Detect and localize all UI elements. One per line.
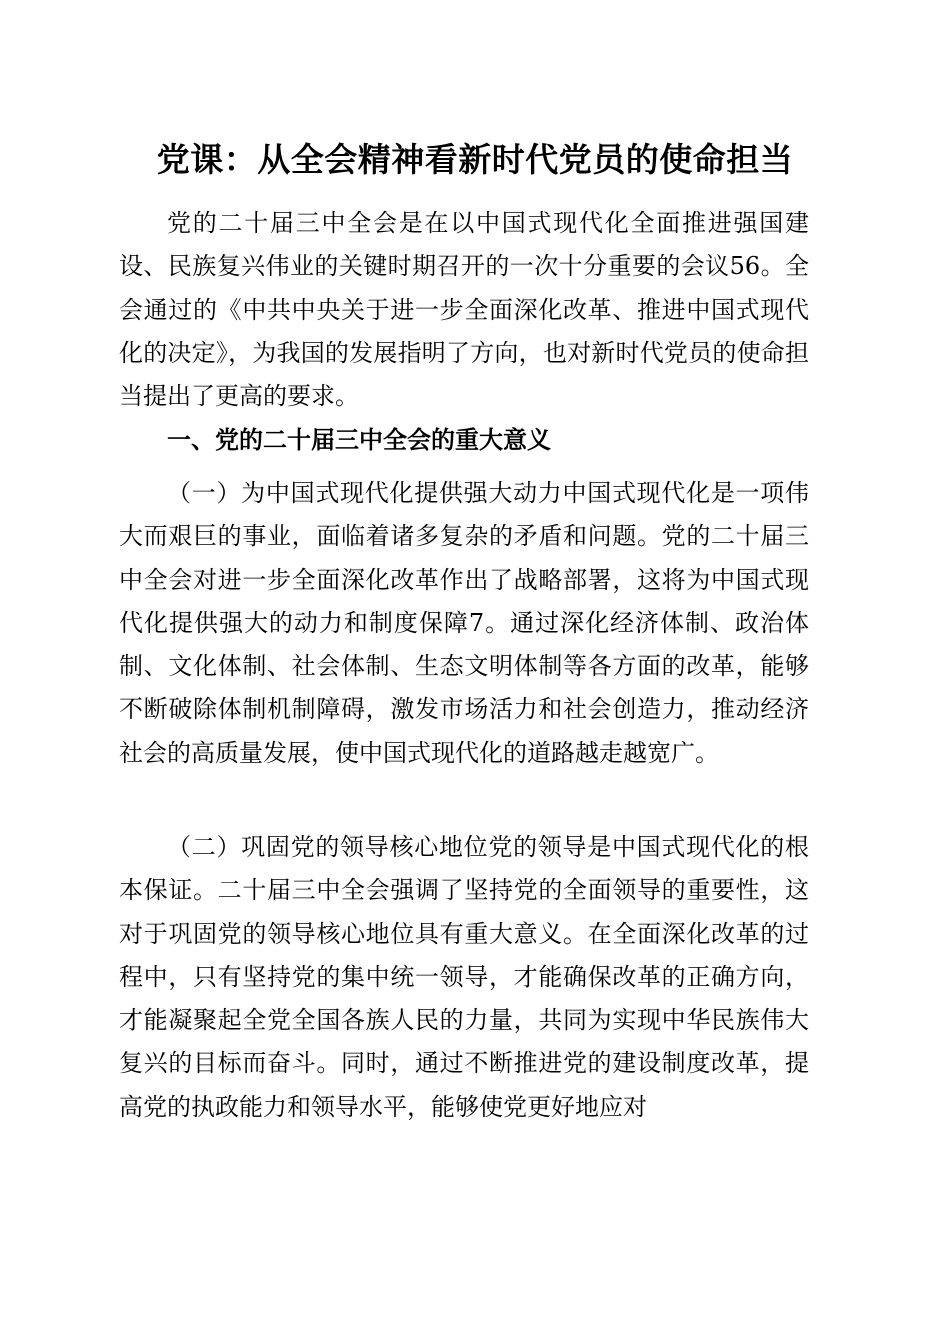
document-title: 党课：从全会精神看新时代党员的使命担当: [156, 140, 794, 179]
intro-paragraph: 党的二十届三中全会是在以中国式现代化全面推进强国建设、民族复兴伟业的关键时期召开的一次十分重要的会议56。全会通过的《中共中央关于进一步全面深化改革、推进中国式现代化的决定》，为我国的发展指明了方向，也对新时代党员的使命担当提出了更高的要求。: [119, 209, 809, 411]
section-1-part-1-paragraph: （一）为中国式现代化提供强大动力中国式现代化是一项伟大而艰巨的事业，面临着诸多复杂的矛盾和问题。党的二十届三中全会对进一步全面深化改革作出了战略部署，这将为中国式现代化提供强大的动力和制度保障7。通过深化经济体制、政治体制、文化体制、社会体制、生态文明体制等各方面的改革，能够不断破除体制机制障碍，激发市场活力和社会创造力，推动经济社会的高质量发展，使中国式现代化的道路越走越宽广。: [119, 479, 809, 767]
section-heading-1: 一、党的二十届三中全会的重大意义: [167, 426, 551, 454]
section-1-part-2-paragraph: （二）巩固党的领导核心地位党的领导是中国式现代化的根本保证。二十届三中全会强调了坚持党的全面领导的重要性，这对于巩固党的领导核心地位具有重大意义。在全面深化改革的过程中，只有坚持党的集中统一领导，才能确保改革的正确方向，才能凝聚起全党全国各族人民的力量，共同为实现中华民族伟大复兴的目标而奋斗。同时，通过不断推进党的建设制度改革，提高党的执政能力和领导水平，能够使党更好地应对: [119, 833, 809, 1121]
